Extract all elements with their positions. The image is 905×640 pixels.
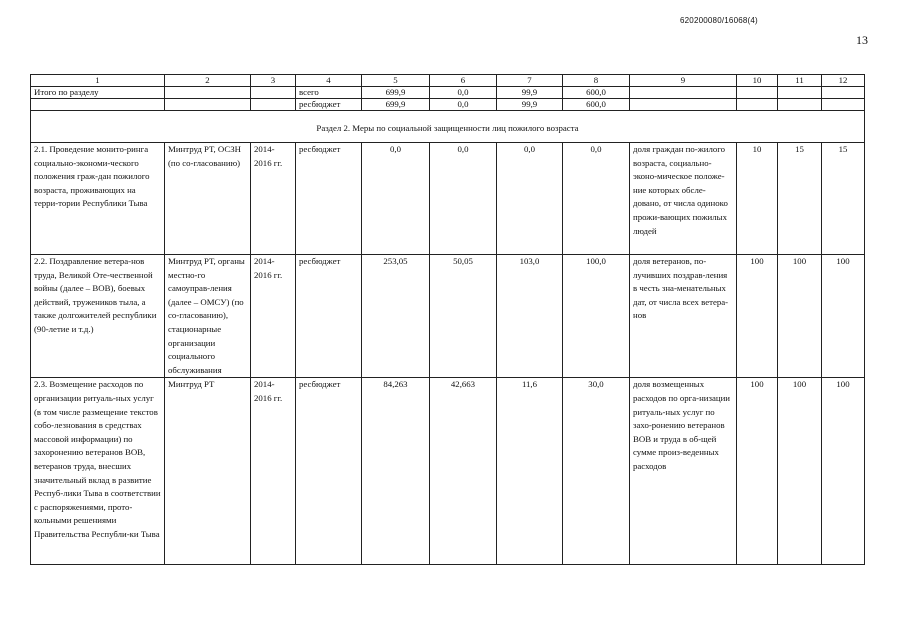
- table-row: [31, 378, 865, 565]
- amount-total: 699,9: [362, 87, 430, 99]
- amount-2014: 0,0: [430, 143, 497, 255]
- table-row: [31, 255, 865, 378]
- target-2015: 100: [778, 255, 822, 378]
- table-row: [31, 143, 865, 255]
- amount-2016: 30,0: [563, 378, 630, 565]
- target-2016: 15: [822, 143, 865, 255]
- measure-name: 2.2. Поздравление ветера-нов труда, Великой Оте-чественной войны (далее – ВОВ), боевых действий, тружеников тыла, а также долгожителей республики (90-летие и т.д.): [31, 255, 165, 378]
- column-number: 4: [296, 75, 362, 87]
- page-number: 13: [856, 33, 868, 47]
- column-number: 5: [362, 75, 430, 87]
- column-number: 11: [778, 75, 822, 87]
- amount-total: 699,9: [362, 99, 430, 111]
- period: 2014-2016 гг.: [251, 378, 296, 565]
- amount-2014: 50,05: [430, 255, 497, 378]
- document-id: 620200080/16068(4): [680, 16, 758, 25]
- amount-2014: 0,0: [430, 99, 497, 111]
- program-table: [30, 74, 865, 565]
- amount-2014: 0,0: [430, 87, 497, 99]
- executor: Минтруд РТ, ОСЗН (по со-гласованию): [165, 143, 251, 255]
- amount-2016: 600,0: [563, 99, 630, 111]
- column-number: 6: [430, 75, 497, 87]
- section-title: Раздел 2. Меры по социальной защищенности лиц пожилого возраста: [31, 111, 865, 143]
- totals-label: Итого по разделу: [31, 87, 165, 99]
- amount-2015: 99,9: [497, 87, 563, 99]
- section-heading-row: [31, 111, 865, 143]
- executor: Минтруд РТ: [165, 378, 251, 565]
- amount-2015: 103,0: [497, 255, 563, 378]
- funding-source: всего: [296, 87, 362, 99]
- period: 2014-2016 гг.: [251, 143, 296, 255]
- indicator: доля возмещенных расходов по орга-низации ритуаль-ных услуг по захо-ронению ветеранов ВОВ и труда в об-щей сумме произ-веденных расходов: [630, 378, 737, 565]
- target-2015: 15: [778, 143, 822, 255]
- column-number: 2: [165, 75, 251, 87]
- amount-2015: 11,6: [497, 378, 563, 565]
- amount-2016: 0,0: [563, 143, 630, 255]
- column-number: 3: [251, 75, 296, 87]
- amount-2016: 100,0: [563, 255, 630, 378]
- indicator: доля граждан по-жилого возраста, социально- эконо-мическое положе-ние которых обсле-довано, от числа одиноко прожи-вающих пожилых людей: [630, 143, 737, 255]
- target-2014: 10: [737, 143, 778, 255]
- column-number: 1: [31, 75, 165, 87]
- column-number: 7: [497, 75, 563, 87]
- period: 2014-2016 гг.: [251, 255, 296, 378]
- target-2014: 100: [737, 378, 778, 565]
- amount-total: 84,263: [362, 378, 430, 565]
- target-2016: 100: [822, 255, 865, 378]
- target-2016: 100: [822, 378, 865, 565]
- amount-total: 0,0: [362, 143, 430, 255]
- amount-total: 253,05: [362, 255, 430, 378]
- amount-2014: 42,663: [430, 378, 497, 565]
- funding-source: ресбюджет: [296, 143, 362, 255]
- amount-2016: 600,0: [563, 87, 630, 99]
- section-total-row: [31, 99, 865, 111]
- indicator: доля ветеранов, по-лучивших поздрав-ления в честь зна-менательных дат, от числа всех ветера-нов: [630, 255, 737, 378]
- column-number: 9: [630, 75, 737, 87]
- funding-source: ресбюджет: [296, 255, 362, 378]
- target-2014: 100: [737, 255, 778, 378]
- measure-name: 2.1. Проведение монито-ринга социально-экономи-ческого положения граж-дан пожилого возраста, проживающих на терри-тории Республики Тыва: [31, 143, 165, 255]
- section-total-row: [31, 87, 865, 99]
- funding-source: ресбюджет: [296, 99, 362, 111]
- column-number: 10: [737, 75, 778, 87]
- funding-source: ресбюджет: [296, 378, 362, 565]
- target-2015: 100: [778, 378, 822, 565]
- column-number: 8: [563, 75, 630, 87]
- column-number: 12: [822, 75, 865, 87]
- amount-2015: 99,9: [497, 99, 563, 111]
- column-number-row: [31, 75, 865, 87]
- measure-name: 2.3. Возмещение расходов по организации ритуаль-ных услуг (в том числе размещение текстов собо-лезнования в средствах массовой информации) по захоронению ветеранов ВОВ, ветеранов труда, внесших значительный вклад в развитие Респуб-лики Тыва в соответствии с распоряжениями, прото-кольными решениями Правительства Республи-ки Тыва: [31, 378, 165, 565]
- executor: Минтруд РТ, органы местно-го самоуправ-ления (далее – ОМСУ) (по со-гласованию), стационарные организации социального обслуживания: [165, 255, 251, 378]
- amount-2015: 0,0: [497, 143, 563, 255]
